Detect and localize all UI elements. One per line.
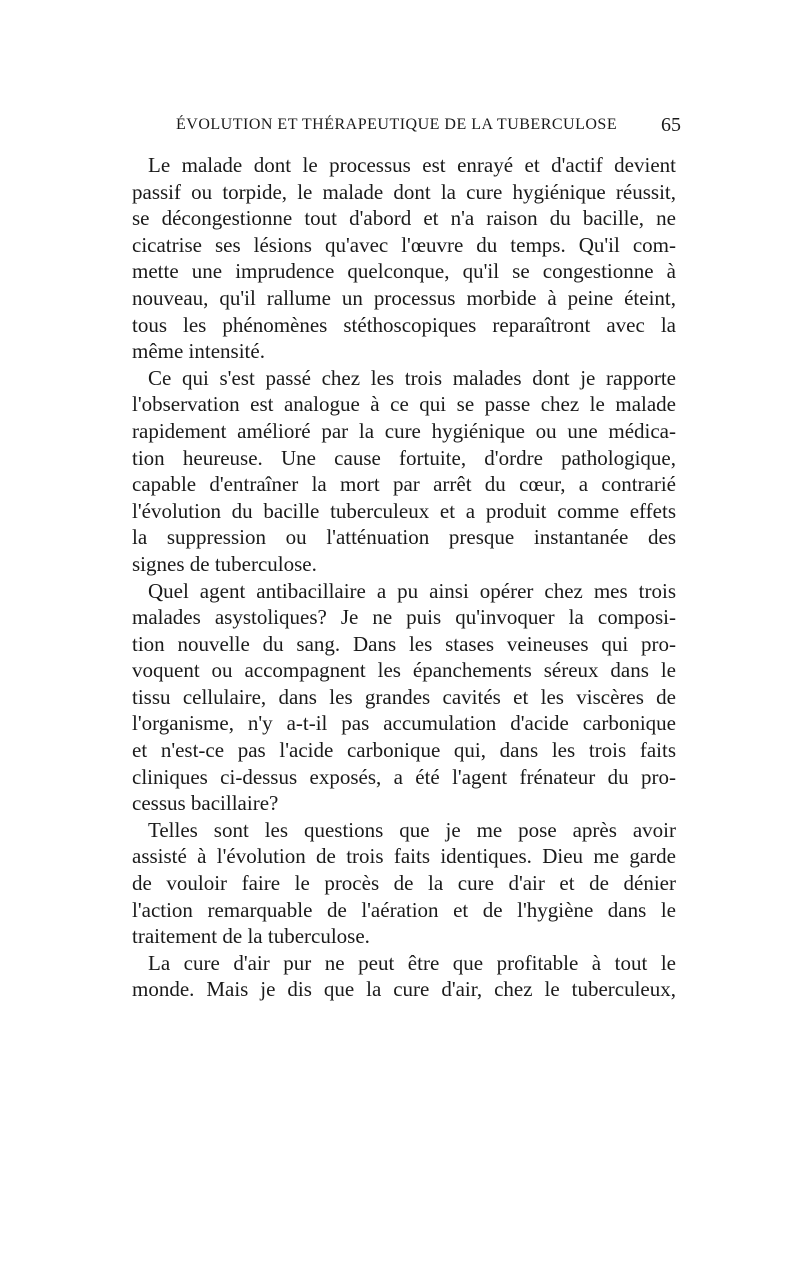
text-line: tion nouvelle du sang. Dans les stases veineuses qui pro- [132, 631, 676, 656]
text-line: malades asystoliques? Je ne puis qu'invoquer la composi- [132, 605, 676, 630]
body-text [132, 152, 676, 1003]
text-line: La cure d'air pur ne peut être que profitable à tout le [148, 950, 676, 975]
text-line: monde. Mais je dis que la cure d'air, chez le tuberculeux, [132, 977, 676, 1002]
text-line: tissu cellulaire, dans les grandes cavités et les viscères de [132, 684, 676, 709]
text-line: rapidement amélioré par la cure hygiénique ou une médica- [132, 418, 676, 443]
text-line: Quel agent antibacillaire a pu ainsi opérer chez mes trois [148, 578, 676, 603]
running-title: ÉVOLUTION ET THÉRAPEUTIQUE DE LA TUBERCULOSE [176, 116, 618, 133]
text-line: la suppression ou l'atténuation presque instantanée des [132, 525, 676, 550]
running-head [146, 116, 681, 140]
text-line: signes de tuberculose. [132, 551, 317, 576]
text-line: Le malade dont le processus est enrayé et d'actif devient [148, 153, 676, 177]
text-line: même intensité. [132, 339, 265, 364]
text-line: l'observation est analogue à ce qui se passe chez le malade [132, 392, 676, 417]
text-line: se décongestionne tout d'abord et n'a raison du bacille, ne [132, 206, 676, 231]
text-line: cliniques ci-dessus exposés, a été l'agent frénateur du pro- [132, 764, 676, 789]
text-line: Ce qui s'est passé chez les trois malades dont je rapporte [148, 365, 676, 390]
text-line: de vouloir faire le procès de la cure d'air et de dénier [132, 871, 676, 896]
text-line: voquent ou accompagnent les épanchements séreux dans le [132, 658, 676, 683]
text-line: tous les phénomènes stéthoscopiques reparaîtront avec la [132, 312, 676, 337]
text-line: capable d'entraîner la mort par arrêt du cœur, a contrarié [132, 472, 676, 497]
text-line: Telles sont les questions que je me pose après avoir [148, 817, 676, 842]
text-line: mette une imprudence quelconque, qu'il se congestionne à [132, 259, 676, 284]
text-line: l'organisme, n'y a-t-il pas accumulation d'acide carbonique [132, 711, 676, 736]
text-line: l'action remarquable de l'aération et de l'hygiène dans le [132, 897, 676, 922]
text-line: cicatrise ses lésions qu'avec l'œuvre du temps. Qu'il com- [132, 232, 676, 257]
text-line: tion heureuse. Une cause fortuite, d'ordre pathologique, [132, 445, 676, 470]
text-line: l'évolution du bacille tuberculeux et a produit comme effets [132, 498, 676, 523]
text-line: et n'est-ce pas l'acide carbonique qui, dans les trois faits [132, 738, 676, 763]
text-line: cessus bacillaire? [132, 791, 279, 816]
text-line: traitement de la tuberculose. [132, 924, 370, 949]
page-number: 65 [661, 114, 681, 136]
text-line: nouveau, qu'il rallume un processus morbide à peine éteint, [132, 285, 676, 310]
text-line: assisté à l'évolution de trois faits identiques. Dieu me garde [132, 844, 676, 869]
text-line: passif ou torpide, le malade dont la cure hygiénique réussit, [132, 179, 676, 204]
